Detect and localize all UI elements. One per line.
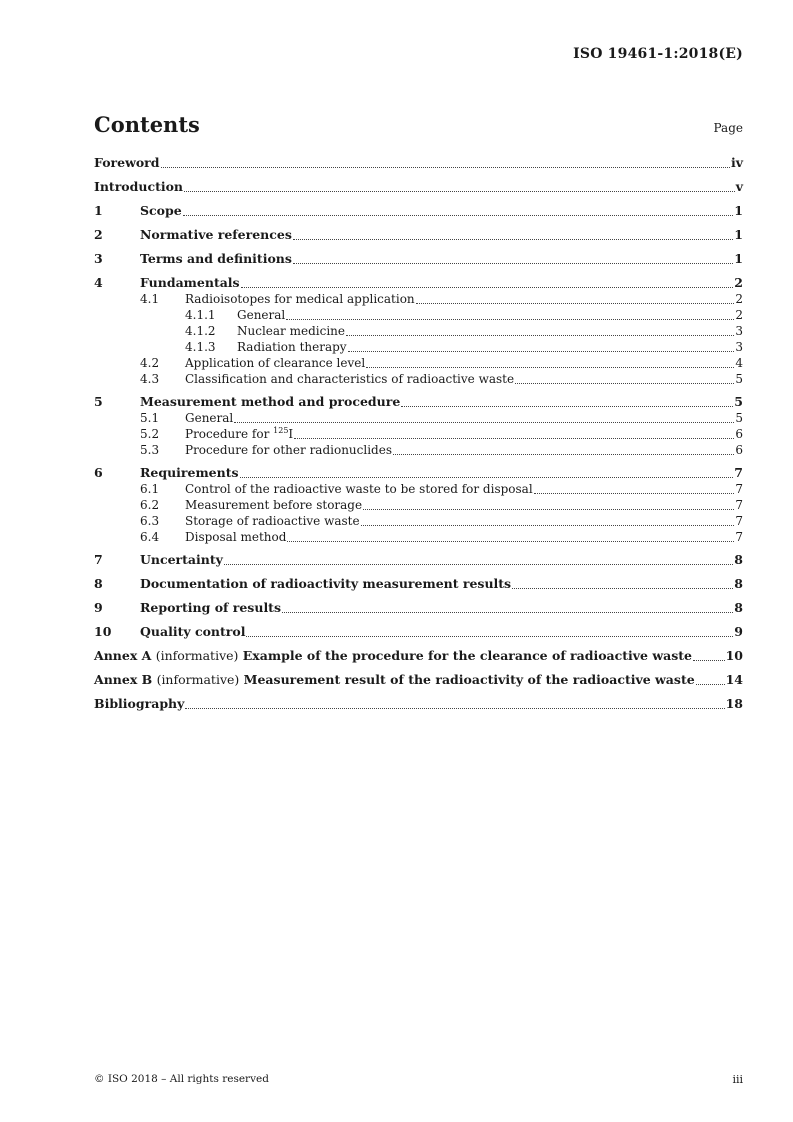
toc-entry-page: 18 [725,696,743,711]
toc-entry-number: 10 [94,624,112,639]
toc-entry-title-prefix: Procedure for [185,427,274,441]
toc-entry-section-4-2[interactable] [94,355,743,371]
toc-entry-title [94,648,692,664]
dot-leader [246,635,733,637]
toc-entry-title: Documentation of radioactivity measurement results [140,576,512,591]
toc-entry-page: 6 [735,427,743,441]
dot-leader [346,334,734,336]
toc-entry-number: 6 [94,465,103,480]
dot-leader [512,587,733,589]
contents-heading [94,112,743,137]
toc-entry-title: Nuclear medicine [237,324,345,338]
dot-leader [696,683,725,685]
dot-leader [401,405,733,407]
toc-entry-section-4-1-2[interactable] [94,323,743,339]
toc-entry-section-4-1-3[interactable] [94,339,743,355]
toc-entry-number: 1 [94,203,103,218]
toc-entry-number: 6.3 [140,514,160,528]
toc-entry-page: 4 [735,356,743,370]
toc-entry-page: 2 [735,292,743,306]
toc-entry-title: General [185,411,234,425]
annex-title: Example of the procedure for the clearance of radioactive waste [242,648,692,663]
dot-leader [185,707,724,709]
toc-entry-title: Requirements [140,465,239,480]
dot-leader [183,214,734,216]
dot-leader [224,563,733,565]
toc-entry-title: Reporting of results [140,600,281,615]
page-column-label: Page [713,121,743,135]
toc-entry-title: Uncertainty [140,552,223,567]
toc-entry-title: Radioisotopes for medical application [185,292,415,306]
toc-entry-title: Storage of radioactive waste [185,514,360,528]
toc-entry-page: 14 [725,672,743,687]
dot-leader [240,476,734,478]
toc-entry-title: Scope [140,203,182,218]
toc-entry-page: 7 [735,514,743,528]
toc-entry-section-5-1[interactable] [94,410,743,426]
toc-entry-page: 5 [734,394,743,409]
toc-entry-page: 1 [734,251,743,266]
toc-entry-section-2[interactable] [94,227,743,243]
toc-entry-number: 6.4 [140,530,160,544]
toc-entry-section-4-3[interactable] [94,371,743,387]
toc-entry-number: 4.1.3 [185,340,216,354]
copyright-notice: © ISO 2018 – All rights reserved [94,1073,269,1085]
contents-title: Contents [94,112,200,137]
toc-entry-page: 7 [735,498,743,512]
dot-leader [361,524,735,526]
toc-entry-page: 2 [735,308,743,322]
toc-entry-title: Control of the radioactive waste to be stored for disposal [185,482,533,496]
toc-entry-number: 4.1 [140,292,160,306]
dot-leader [184,190,735,192]
toc-entry-title: Bibliography [94,696,185,711]
dot-leader [294,437,734,439]
toc-entry-page: 8 [734,576,743,591]
dot-leader [534,492,735,494]
dot-leader [161,166,730,168]
toc-entry-bibliography[interactable] [94,696,743,712]
toc-entry-title: Radiation therapy [237,340,347,354]
toc-entry-title [185,426,293,442]
toc-entry-introduction[interactable] [94,179,743,195]
toc-entry-page: 1 [734,227,743,242]
toc-entry-title: Application of clearance level [185,356,366,370]
toc-entry-page: 2 [734,275,743,290]
toc-entry-title: Measurement method and procedure [140,394,401,409]
toc-entry-number: 8 [94,576,103,591]
toc-entry-section-8[interactable] [94,576,743,592]
toc-entry-annex-a[interactable] [94,648,743,664]
toc-entry-section-5-3[interactable] [94,442,743,458]
toc-entry-section-6-2[interactable] [94,497,743,513]
toc-entry-page: 5 [735,372,743,386]
annex-title: Measurement result of the radioactivity of the radioactive waste [243,672,695,687]
toc-entry-section-6-3[interactable] [94,513,743,529]
toc-entry-section-6-4[interactable] [94,529,743,545]
toc-entry-title: Procedure for other radionuclides [185,443,392,457]
annex-label: Annex A [94,648,152,663]
document-identifier: ISO 19461-1:2018(E) [573,46,743,62]
toc-entry-page: 1 [734,203,743,218]
dot-leader [416,302,735,304]
dot-leader [293,238,733,240]
toc-entry-title: Fundamentals [140,275,240,290]
toc-entry-section-4-1-1[interactable] [94,307,743,323]
annex-qualifier: (informative) [156,672,240,687]
toc-entry-page: 8 [734,600,743,615]
annex-qualifier: (informative) [155,648,239,663]
toc-entry-section-6-1[interactable] [94,481,743,497]
toc-entry-page: 9 [734,624,743,639]
annex-label: Annex B [94,672,153,687]
dot-leader [286,318,734,320]
toc-entry-section-4[interactable] [94,275,743,291]
toc-entry-title: General [237,308,286,322]
element-symbol: I [288,427,294,441]
toc-entry-title: Normative references [140,227,292,242]
toc-entry-number: 9 [94,600,103,615]
dot-leader [282,611,733,613]
toc-entry-title: Introduction [94,179,184,194]
toc-entry-number: 4.1.1 [185,308,216,322]
toc-entry-section-4-1[interactable] [94,291,743,307]
toc-entry-page: 8 [734,552,743,567]
toc-entry-section-7[interactable] [94,552,743,568]
toc-entry-number: 5 [94,394,103,409]
toc-entry-number: 4.1.2 [185,324,216,338]
dot-leader [293,262,733,264]
toc-entry-title: Terms and definitions [140,251,292,266]
toc-entry-number: 7 [94,552,103,567]
dot-leader [366,366,734,368]
toc-entry-page: 5 [735,411,743,425]
toc-entry-section-10[interactable] [94,624,743,640]
dot-leader [393,453,734,455]
toc-entry-number: 4 [94,275,103,290]
toc-entry-title: Foreword [94,155,160,170]
toc-entry-number: 6.1 [140,482,160,496]
isotope-mass-number: 125 [273,426,289,435]
toc-entry-number: 5.3 [140,443,160,457]
toc-entry-number: 2 [94,227,103,242]
toc-entry-section-5-2[interactable] [94,426,743,442]
table-of-contents [94,155,743,712]
dot-leader [515,382,734,384]
toc-entry-section-9[interactable] [94,600,743,616]
dot-leader [363,508,734,510]
dot-leader [241,286,734,288]
toc-entry-title: Measurement before storage [185,498,363,512]
toc-entry-section-1[interactable] [94,203,743,219]
toc-entry-page: v [735,179,743,194]
toc-entry-number: 5.1 [140,411,160,425]
toc-entry-title [94,672,695,688]
toc-entry-page: 6 [735,443,743,457]
toc-entry-page: 10 [725,648,743,663]
toc-entry-number: 4.3 [140,372,160,386]
toc-entry-page: 3 [735,324,743,338]
dot-leader [287,540,734,542]
dot-leader [234,421,734,423]
dot-leader [693,659,725,661]
toc-entry-section-5[interactable] [94,394,743,410]
page-number: iii [732,1073,743,1086]
dot-leader [348,350,735,352]
toc-entry-page: 7 [735,482,743,496]
toc-entry-number: 5.2 [140,427,160,441]
toc-entry-number: 3 [94,251,103,266]
toc-entry-number: 6.2 [140,498,160,512]
toc-entry-title: Classification and characteristics of radioactive waste [185,372,515,386]
toc-entry-title: Disposal method [185,530,287,544]
toc-entry-title: Quality control [140,624,246,639]
toc-entry-page: 3 [735,340,743,354]
toc-entry-section-6[interactable] [94,465,743,481]
toc-entry-page: 7 [735,530,743,544]
toc-entry-page: 7 [734,465,743,480]
toc-entry-number: 4.2 [140,356,160,370]
toc-entry-page: iv [730,155,743,170]
toc-entry-annex-b[interactable] [94,672,743,688]
toc-entry-foreword[interactable] [94,155,743,171]
toc-entry-section-3[interactable] [94,251,743,267]
